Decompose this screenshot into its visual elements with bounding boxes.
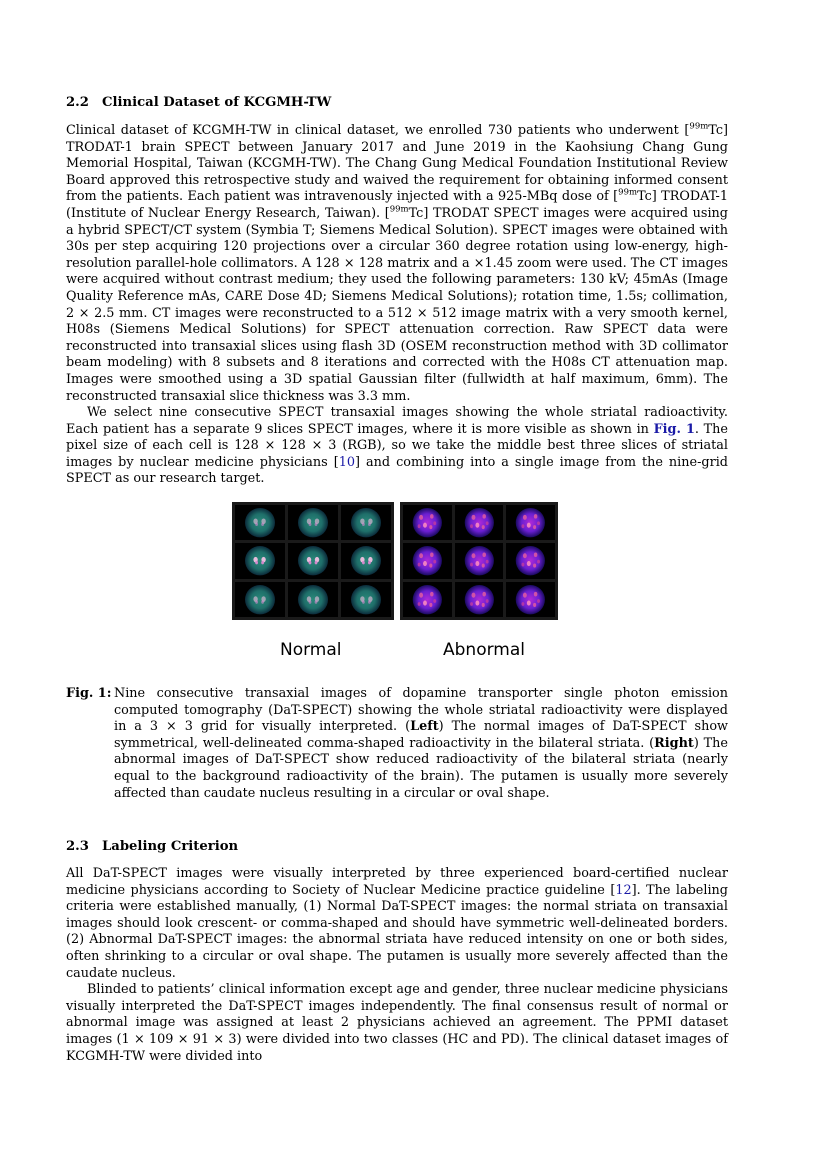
section-number: 2.3	[66, 839, 89, 854]
abnormal-spect-slice	[506, 543, 555, 578]
abnormal-spect-slice	[455, 582, 504, 617]
abnormal-spect-slice	[403, 582, 452, 617]
normal-spect-slice	[341, 543, 391, 578]
normal-label: Normal	[280, 640, 342, 660]
abnormal-spect-slice	[506, 505, 555, 540]
paragraph-blinding: Blinded to patients’ clinical information except age and gender, three nuclear medicine physicians visually interpreted the DaT-SPECT images independently. The final consensus result of normal or abnormal image was assigned at least 2 physicians achieved an agreement. The PPMI dataset images (1 × 109 × 91 × 3) were divided into two classes (HC and PD). The clinical dataset images of KCGMH-TW were divided into	[66, 982, 728, 1064]
caption-lead: Fig. 1:	[66, 686, 112, 701]
figure-1	[232, 502, 628, 672]
figure-caption	[66, 686, 728, 802]
section-title: Clinical Dataset of KCGMH-TW	[102, 95, 332, 110]
paragraph-criteria: All DaT-SPECT images were visually interpreted by three experienced board-certified nuclear medicine physicians according to Society of Nuclear Medicine practice guideline [12]. The labeling criteria were established manually, (1) Normal DaT-SPECT images: the normal striata on transaxial images should look crescent- or comma-shaped and should have symmetric well-delineated borders. (2) Abnormal DaT-SPECT images: the abnormal striata have reduced intensity on one or both sides, often shrinking to a circular or oval shape. The putamen is usually more severely affected than the caudate nucleus.	[66, 866, 728, 981]
section-title: Labeling Criterion	[102, 839, 239, 854]
normal-spect-slice	[288, 543, 338, 578]
normal-spect-slice	[341, 505, 391, 540]
normal-spect-slice	[235, 582, 285, 617]
abnormal-label: Abnormal	[443, 640, 525, 660]
normal-spect-slice	[235, 505, 285, 540]
abnormal-spect-slice	[455, 505, 504, 540]
abnormal-spect-slice	[455, 543, 504, 578]
abnormal-spect-grid	[400, 502, 558, 620]
normal-spect-slice	[288, 582, 338, 617]
paragraph-dataset: Clinical dataset of KCGMH-TW in clinical dataset, we enrolled 730 patients who underwent [$^{99m}$Tc] TRODAT-1 brain SPECT between January 2017 and June 2019 in the Kaohsiung Chang Gung Memorial Hospital, Taiwan (KCGMH-TW). The Chang Gung Medical Foundation Institutional Review Board approved this retrospective study and waived the requirement for obtaining informed consent from the patients. Each patient was intravenously injected with a 925-MBq dose of [$^{99m}$Tc] TRODAT-1 (Institute of Nuclear Energy Research, Taiwan). [$^{99m}$Tc] TRODAT SPECT images were acquired using a hybrid SPECT/CT system (Symbia T; Siemens Medical Solution). SPECT images were obtained with 30s per step acquiring 120 projections over a circular 360 degree rotation using low-energy, high-resolution parallel-hole collimators. A 128 × 128 matrix and a ×1.45 zoom were used. The CT images were acquired without contrast medium; they used the following parameters: 130 kV; 45mAs (Image Quality Reference mAs, CARE Dose 4D; Siemens Medical Solutions); rotation time, 1.5s; collimation, 2 × 2.5 mm. CT images were reconstructed to a 512 × 512 image matrix with a very smooth kernel, H08s (Siemens Medical Solutions) for SPECT attenuation correction. Raw SPECT data were reconstructed into transaxial slices using flash 3D (OSEM reconstruction method with 3D collimator beam modeling) with 8 subsets and 8 iterations and corrected with the H08s CT attenuation map. Images were smoothed using a 3D spatial Gaussian filter (fullwidth at half maximum, 6mm). The reconstructed transaxial slice thickness was 3.3 mm.	[66, 121, 728, 404]
citation-link-12[interactable]: 12	[615, 882, 632, 898]
section-heading-2-3	[66, 839, 238, 854]
section-2-3-body	[66, 866, 728, 1065]
normal-spect-slice	[235, 543, 285, 578]
caption-text: Nine consecutive transaxial images of dopamine transporter single photon emission computed tomography (DaT-SPECT) showing the whole striatal radioactivity were displayed in a 3 × 3 grid for visually interpreted. (Left) The normal images of DaT-SPECT show symmetrical, well-delineated comma-shaped radioactivity in the bilateral striata. (Right) The abnormal images of DaT-SPECT show reduced radioactivity of the bilateral striata (nearly equal to the background radioactivity of the brain). The putamen is usually more severely affected than caudate nucleus resulting in a circular or oval shape.	[114, 686, 728, 801]
normal-spect-slice	[288, 505, 338, 540]
abnormal-spect-slice	[403, 505, 452, 540]
normal-spect-grid	[232, 502, 394, 620]
section-2-2-body	[66, 123, 728, 488]
paragraph-slices: We select nine consecutive SPECT transaxial images showing the whole striatal radioactivity. Each patient has a separate 9 slices SPECT images, where it is more visible as shown in Fig. 1. The pixel size of each cell is 128 × 128 × 3 (RGB), so we take the middle best three slices of striatal images by nuclear medicine physicians [10] and combining into a single image from the nine-grid SPECT as our research target.	[66, 405, 729, 487]
citation-link-10[interactable]: 10	[338, 454, 356, 470]
abnormal-spect-slice	[506, 582, 555, 617]
abnormal-spect-slice	[403, 543, 452, 578]
section-heading-2-2	[66, 95, 331, 110]
figure-link[interactable]: Fig. 1	[653, 421, 695, 437]
section-number: 2.2	[66, 95, 89, 110]
normal-spect-slice	[341, 582, 391, 617]
